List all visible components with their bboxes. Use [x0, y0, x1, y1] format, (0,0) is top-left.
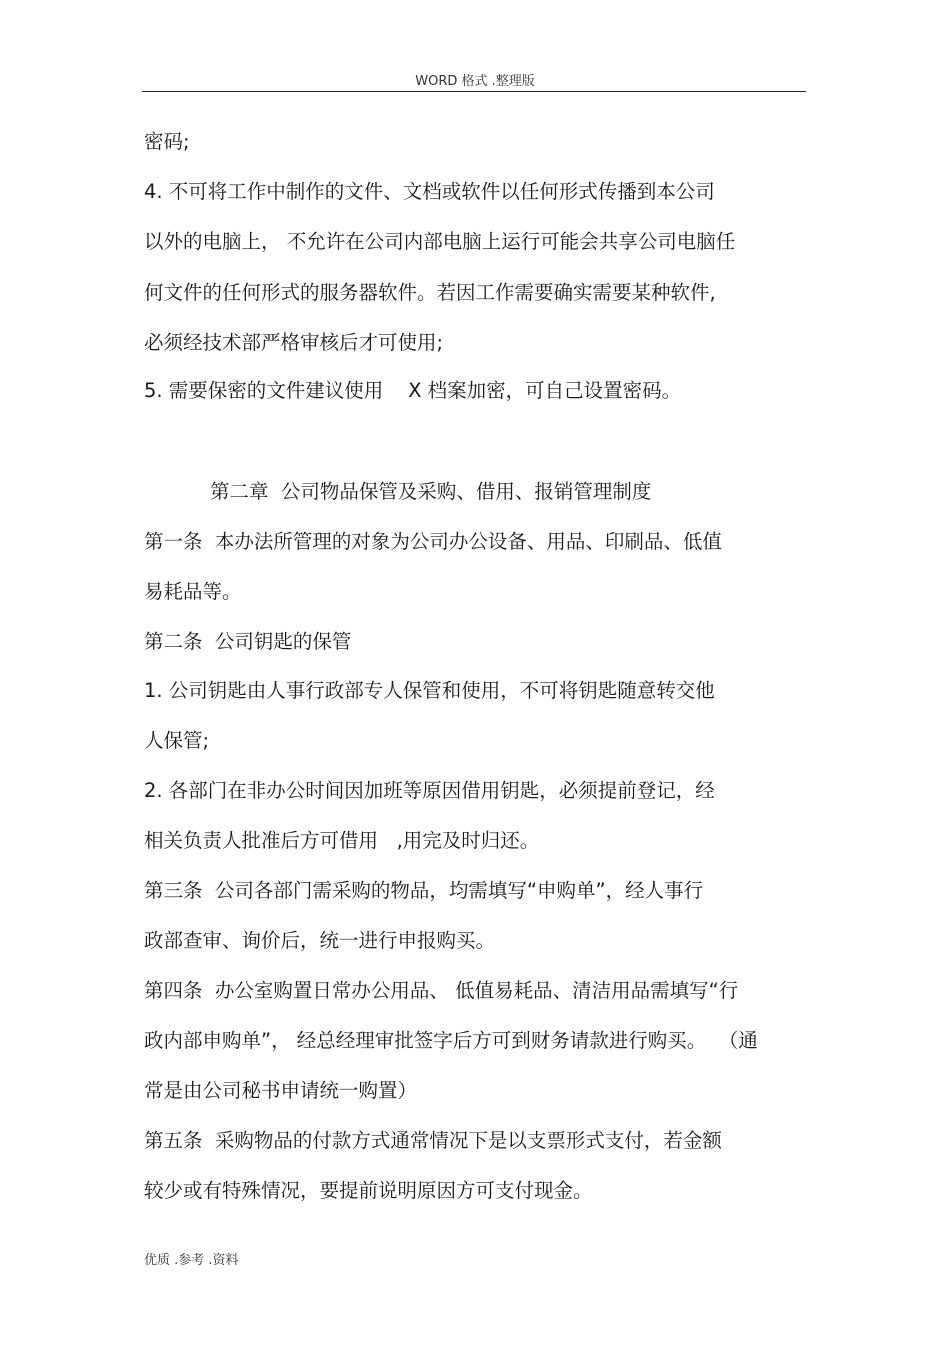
text-line: 密码;	[144, 130, 190, 153]
text-line: 第二条 公司钥匙的保管	[144, 630, 352, 653]
text-line: 2. 各部门在非办公时间因加班等原因借用钥匙，必须提前登记，经	[144, 779, 715, 802]
text-line: 何文件的任何形式的服务器软件。若因工作需要确实需要某种软件,	[144, 281, 716, 304]
text-line: 4. 不可将工作中制作的文件、文档或软件以任何形式传播到本公司	[144, 180, 715, 203]
text-line: 以外的电脑上， 不允许在公司内部电脑上运行可能会共享公司电脑任	[144, 230, 736, 253]
page-footer: 优质 .参考 .资料	[144, 1253, 239, 1268]
text-line: 相关负责人批准后方可借用 ,用完及时归还。	[144, 829, 540, 852]
text-line: 第三条 公司各部门需采购的物品，均需填写“申购单”，经人事行	[144, 879, 704, 902]
text-line: 1. 公司钥匙由人事行政部专人保管和使用，不可将钥匙随意转交他	[144, 679, 715, 702]
text-line: 政部查审、询价后，统一进行申报购买。	[144, 929, 496, 952]
header-divider	[142, 91, 806, 92]
text-line: 较少或有特殊情况，要提前说明原因方可支付现金。	[144, 1179, 593, 1202]
page-header: WORD 格式 .整理版	[415, 74, 535, 89]
text-line: 第五条 采购物品的付款方式通常情况下是以支票形式支付，若金额	[144, 1129, 722, 1152]
text-line: 必须经技术部严格审核后才可使用;	[144, 331, 444, 354]
text-line: 易耗品等。	[144, 580, 242, 603]
chapter-heading: 第二章 公司物品保管及采购、借用、报销管理制度	[210, 480, 652, 503]
text-line: 第一条 本办法所管理的对象为公司办公设备、用品、印刷品、低值	[144, 530, 722, 553]
text-line: 第四条 办公室购置日常办公用品、 低值易耗品、清洁用品需填写“行	[144, 979, 739, 1002]
text-line: 常是由公司秘书申请统一购置）	[144, 1079, 418, 1102]
text-line: 人保管;	[144, 729, 210, 752]
text-line: 5. 需要保密的文件建议使用 X 档案加密，可自己设置密码。	[144, 379, 682, 402]
text-line: 政内部申购单”， 经总经理审批签字后方可到财务请款进行购买。 （通	[144, 1029, 758, 1052]
